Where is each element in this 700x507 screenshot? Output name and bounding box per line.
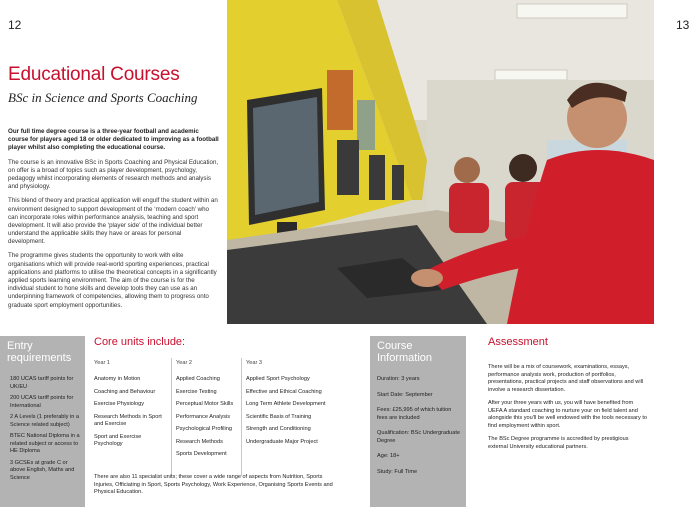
page-number-right: 13	[676, 18, 690, 32]
unit-item: Scientific Basis of Training	[246, 413, 312, 420]
unit-item: Psychological Profiling	[176, 426, 232, 433]
course-info-item: Study: Full Time	[377, 468, 418, 475]
intro-paragraph: The programme gives students the opportunity to work with elite organisations which will provide real-world sporting experiences, practical applications and platforms to utilise the theoretical concepts in a significantly applied sports learning environment. The aim of the course is for the individual student to hone skills and develop tools they can use as an underpinning framework of competencies, allowing them to progress onto graduate sport employment opportunities.	[8, 252, 217, 309]
page-title: Educational Courses	[8, 64, 180, 85]
course-info-item: Start Date: September	[377, 391, 433, 398]
assessment-paragraph: There will be a mix of coursework, examinations, essays, performance analysis work, production of portfolios, presentations, practical projects and staff observations and will involve a research dissertation.	[488, 364, 644, 393]
entry-requirements-list	[10, 376, 84, 487]
unit-item: Sport and Exercise Psychology	[94, 433, 142, 448]
year-2-units	[176, 376, 240, 464]
year-3-label: Year 3	[246, 360, 262, 366]
course-heading-line1: Course	[377, 340, 413, 352]
unit-item: Exercise Testing	[176, 388, 217, 395]
unit-item: Applied Coaching	[176, 376, 220, 382]
intro-text	[8, 128, 220, 316]
list-item: 3 GCSEs at grade C or above English, Maths and Science	[10, 459, 75, 482]
year-1-label: Year 1	[94, 360, 110, 366]
assessment-text	[488, 364, 648, 457]
course-information-heading	[370, 336, 466, 364]
year-1-units	[94, 376, 168, 454]
year-3-units	[246, 376, 332, 451]
list-item: BTEC National Diploma in a related subject or access to HE Diploma	[10, 433, 80, 455]
course-info-item: Age: 18+	[377, 453, 400, 460]
unit-item: Strength and Conditioning	[246, 426, 311, 433]
unit-item: Sports Development	[176, 451, 227, 458]
entry-heading-line1: Entry	[7, 340, 33, 352]
unit-item: Long Term Athlete Development	[246, 401, 326, 408]
intro-lead: Our full time degree course is a three-year football and academic course for players aged 18 or older dedicated to improving as a football player whilst also completing the educational course.	[8, 128, 219, 152]
unit-item: Coaching and Behaviour	[94, 388, 156, 395]
course-heading-line2: Information	[377, 351, 433, 364]
intro-paragraph: This blend of theory and practical application will engulf the student within an environment designed to support development of the ‘modern coach’ who can incorporate roles within performance analysis, teaching and sport development. It will also provide the ‘player side’ of the individual better understand the applicable skills they have or areas for personal development.	[8, 197, 218, 246]
assessment-paragraph: After your three years with us, you will have benefited from UEFA A standard coaching to nurture your on field talent and alongside this you'll be well endowed with the tools necessary to find employment within sport.	[488, 400, 648, 429]
unit-item: Effective and Ethical Coaching	[246, 388, 322, 395]
unit-item: Exercise Physiology	[94, 401, 145, 408]
column-divider	[241, 358, 242, 476]
entry-heading-line2: requirements	[7, 351, 72, 364]
course-info-item: Duration: 3 years	[377, 376, 420, 382]
unit-item: Undergraduate Major Project	[246, 438, 318, 445]
course-info-item: Fees: £25,995 of which tuition fees are included	[377, 407, 452, 421]
page-number-left: 12	[8, 18, 22, 32]
entry-requirements-heading	[0, 336, 85, 364]
unit-item: Research Methods	[176, 438, 223, 445]
core-units-title: Core units include:	[94, 336, 186, 348]
unit-item: Performance Analysis	[176, 413, 231, 420]
unit-item: Applied Sport Psychology	[246, 376, 310, 382]
course-information-list	[377, 376, 463, 484]
list-item: 2 A Levels (1 preferably in a Science related subject)	[10, 414, 80, 428]
course-subtitle: BSc in Science and Sports Coaching	[8, 90, 198, 105]
list-item: 200 UCAS tariff points for International	[10, 395, 74, 409]
column-divider	[171, 358, 172, 476]
unit-item: Research Methods in Sport and Exercise	[94, 413, 162, 428]
classroom-photo	[227, 0, 654, 324]
intro-paragraph: The course is an innovative BSc in Sports Coaching and Physical Education, on offer is a broad of topics such as player development, psychology, pedagogy whilst incorporating elements of research methods and analysis and physiology.	[8, 158, 219, 191]
specialist-units-note: There are also 11 specialist units; these cover a wide range of aspects from Nutrition, Sports Injuries, Officiating in Sport, Sports Psychology, Work Experience, Organising Sports Events and Physical Education.	[94, 474, 333, 496]
assessment-paragraph: The BSc Degree programme is accredited by prestigious external University educational partners.	[488, 436, 629, 450]
list-item: 180 UCAS tariff points for UK/EU	[10, 376, 74, 390]
year-2-label: Year 2	[176, 360, 192, 366]
assessment-title: Assessment	[488, 336, 548, 348]
unit-item: Perceptual Motor Skills	[176, 401, 234, 408]
unit-item: Anatomy in Motion	[94, 376, 141, 382]
course-info-item: Qualification: BSc Undergraduate Degree	[377, 430, 461, 444]
